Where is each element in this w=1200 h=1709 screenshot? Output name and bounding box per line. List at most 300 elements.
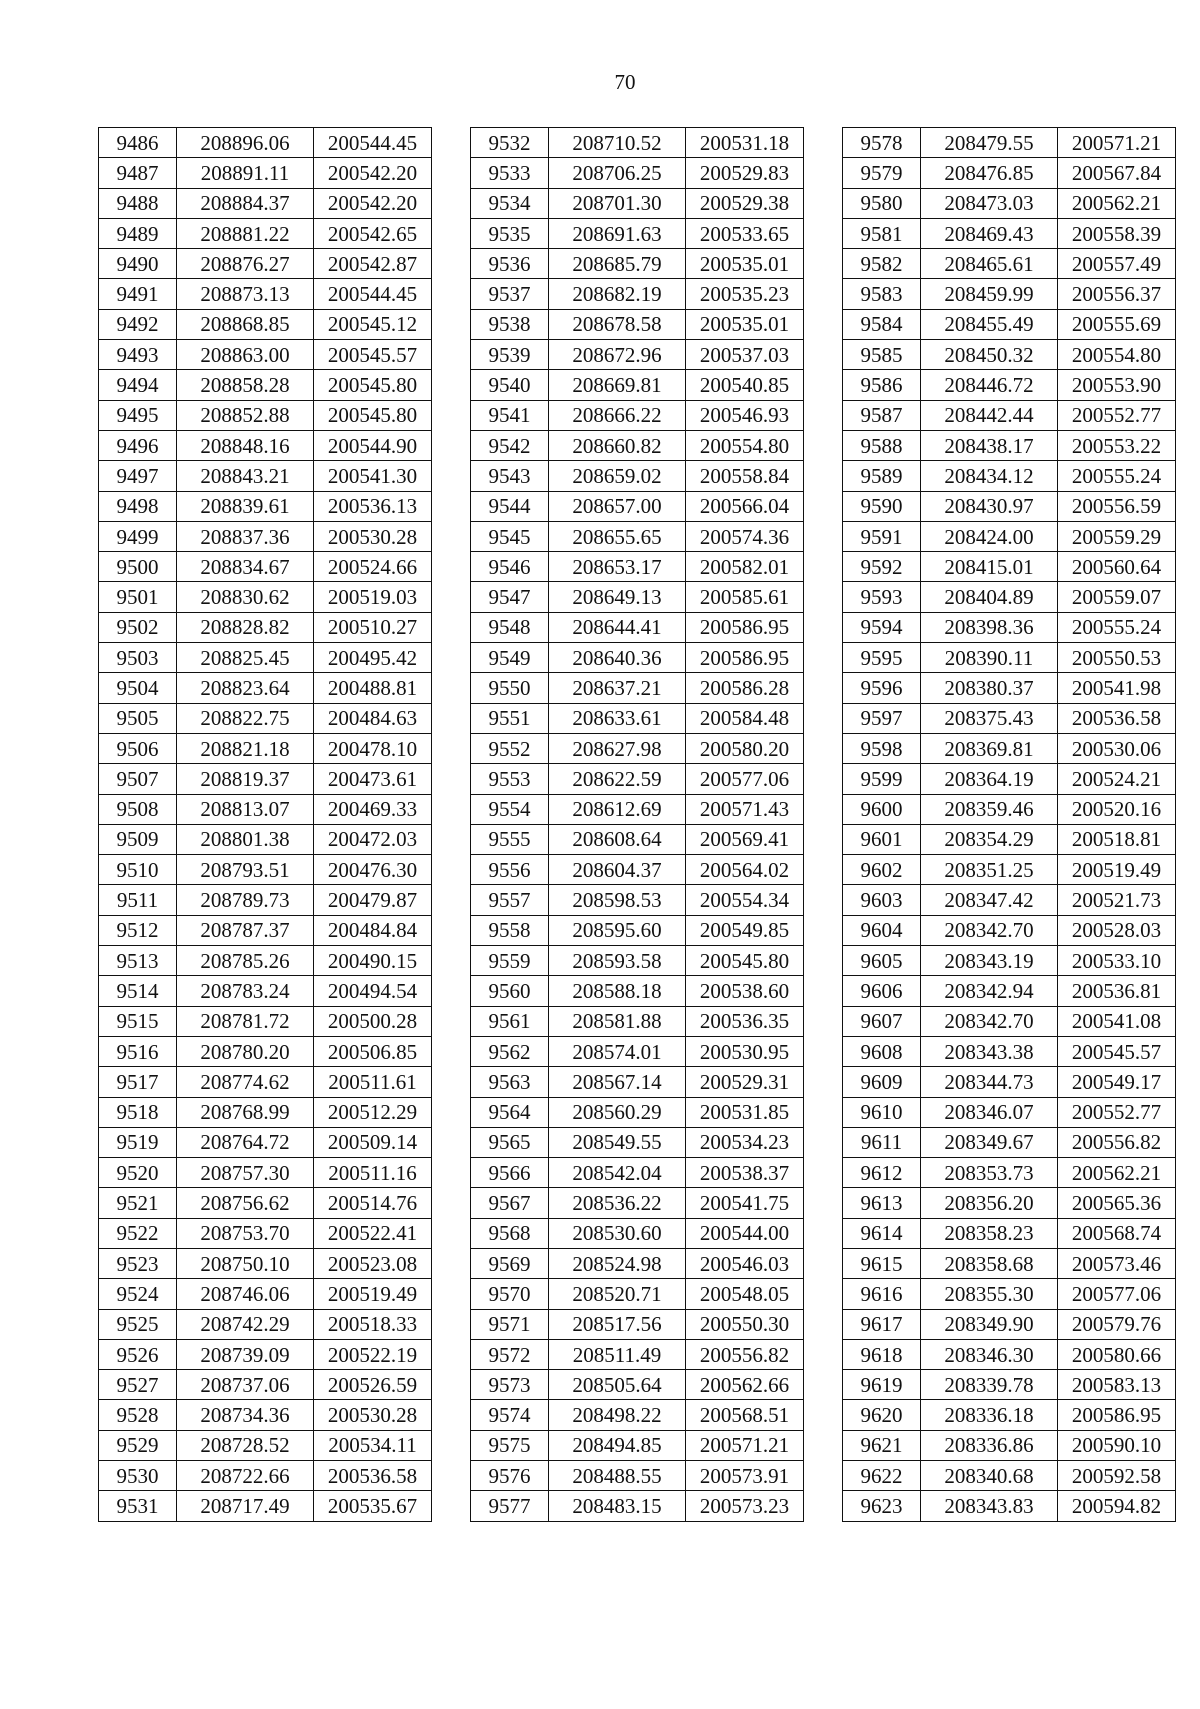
point-number-cell: 9611 <box>843 1127 921 1157</box>
y-coordinate-cell: 200514.76 <box>314 1188 432 1218</box>
y-coordinate-cell: 200568.51 <box>686 1400 804 1430</box>
y-coordinate-cell: 200535.23 <box>686 279 804 309</box>
table-row <box>843 491 1176 521</box>
y-coordinate-cell: 200484.63 <box>314 703 432 733</box>
table-row <box>471 340 804 370</box>
table-row <box>99 1158 432 1188</box>
y-coordinate-cell: 200542.20 <box>314 188 432 218</box>
y-coordinate-cell: 200562.21 <box>1058 1158 1176 1188</box>
y-coordinate-cell: 200506.85 <box>314 1036 432 1066</box>
x-coordinate-cell: 208884.37 <box>177 188 314 218</box>
table-row <box>99 552 432 582</box>
point-number-cell: 9508 <box>99 794 177 824</box>
x-coordinate-cell: 208774.62 <box>177 1067 314 1097</box>
point-number-cell: 9522 <box>99 1218 177 1248</box>
point-number-cell: 9579 <box>843 158 921 188</box>
point-number-cell: 9551 <box>471 703 549 733</box>
point-number-cell: 9542 <box>471 430 549 460</box>
table-row <box>471 1370 804 1400</box>
point-number-cell: 9512 <box>99 915 177 945</box>
x-coordinate-cell: 208881.22 <box>177 218 314 248</box>
point-number-cell: 9600 <box>843 794 921 824</box>
table-row <box>99 309 432 339</box>
x-coordinate-cell: 208746.06 <box>177 1279 314 1309</box>
x-coordinate-cell: 208359.46 <box>921 794 1058 824</box>
x-coordinate-cell: 208446.72 <box>921 370 1058 400</box>
table-row <box>99 1430 432 1460</box>
y-coordinate-cell: 200538.37 <box>686 1158 804 1188</box>
y-coordinate-cell: 200534.23 <box>686 1127 804 1157</box>
x-coordinate-cell: 208768.99 <box>177 1097 314 1127</box>
table-row <box>843 1218 1176 1248</box>
table-row <box>843 824 1176 854</box>
table-row <box>99 430 432 460</box>
x-coordinate-cell: 208737.06 <box>177 1370 314 1400</box>
point-number-cell: 9605 <box>843 946 921 976</box>
point-number-cell: 9519 <box>99 1127 177 1157</box>
point-number-cell: 9587 <box>843 400 921 430</box>
y-coordinate-cell: 200579.76 <box>1058 1309 1176 1339</box>
y-coordinate-cell: 200548.05 <box>686 1279 804 1309</box>
table-row <box>99 188 432 218</box>
y-coordinate-cell: 200524.66 <box>314 552 432 582</box>
table-row <box>99 249 432 279</box>
point-number-cell: 9575 <box>471 1430 549 1460</box>
table-row <box>843 188 1176 218</box>
x-coordinate-cell: 208781.72 <box>177 1006 314 1036</box>
table-row <box>99 1218 432 1248</box>
y-coordinate-cell: 200580.66 <box>1058 1339 1176 1369</box>
y-coordinate-cell: 200545.80 <box>314 370 432 400</box>
y-coordinate-cell: 200530.28 <box>314 521 432 551</box>
x-coordinate-cell: 208442.44 <box>921 400 1058 430</box>
x-coordinate-cell: 208473.03 <box>921 188 1058 218</box>
table-row <box>99 400 432 430</box>
table-row <box>471 1067 804 1097</box>
point-number-cell: 9554 <box>471 794 549 824</box>
x-coordinate-cell: 208801.38 <box>177 824 314 854</box>
y-coordinate-cell: 200552.77 <box>1058 400 1176 430</box>
point-number-cell: 9616 <box>843 1279 921 1309</box>
table-row <box>99 794 432 824</box>
y-coordinate-cell: 200536.13 <box>314 491 432 521</box>
x-coordinate-cell: 208852.88 <box>177 400 314 430</box>
x-coordinate-cell: 208465.61 <box>921 249 1058 279</box>
x-coordinate-cell: 208876.27 <box>177 249 314 279</box>
table-row <box>843 1339 1176 1369</box>
point-number-cell: 9500 <box>99 552 177 582</box>
y-coordinate-cell: 200552.77 <box>1058 1097 1176 1127</box>
point-number-cell: 9585 <box>843 340 921 370</box>
point-number-cell: 9589 <box>843 461 921 491</box>
table-row <box>843 1097 1176 1127</box>
table-row <box>471 128 804 158</box>
point-number-cell: 9582 <box>843 249 921 279</box>
x-coordinate-cell: 208644.41 <box>549 612 686 642</box>
table-row <box>471 1006 804 1036</box>
y-coordinate-cell: 200531.85 <box>686 1097 804 1127</box>
y-coordinate-cell: 200544.45 <box>314 279 432 309</box>
point-number-cell: 9531 <box>99 1491 177 1521</box>
y-coordinate-cell: 200553.90 <box>1058 370 1176 400</box>
y-coordinate-cell: 200583.13 <box>1058 1370 1176 1400</box>
point-number-cell: 9526 <box>99 1339 177 1369</box>
y-coordinate-cell: 200534.11 <box>314 1430 432 1460</box>
x-coordinate-cell: 208785.26 <box>177 946 314 976</box>
y-coordinate-cell: 200535.01 <box>686 309 804 339</box>
table-row <box>99 885 432 915</box>
table-row <box>843 340 1176 370</box>
y-coordinate-cell: 200476.30 <box>314 855 432 885</box>
point-number-cell: 9559 <box>471 946 549 976</box>
point-number-cell: 9535 <box>471 218 549 248</box>
table-row <box>843 582 1176 612</box>
coordinate-table-1 <box>98 127 432 1522</box>
point-number-cell: 9533 <box>471 158 549 188</box>
y-coordinate-cell: 200536.58 <box>314 1461 432 1491</box>
x-coordinate-cell: 208858.28 <box>177 370 314 400</box>
point-number-cell: 9498 <box>99 491 177 521</box>
y-coordinate-cell: 200594.82 <box>1058 1491 1176 1521</box>
y-coordinate-cell: 200541.30 <box>314 461 432 491</box>
table-row <box>99 612 432 642</box>
x-coordinate-cell: 208757.30 <box>177 1158 314 1188</box>
y-coordinate-cell: 200550.30 <box>686 1309 804 1339</box>
x-coordinate-cell: 208822.75 <box>177 703 314 733</box>
x-coordinate-cell: 208657.00 <box>549 491 686 521</box>
table-row <box>843 1400 1176 1430</box>
point-number-cell: 9523 <box>99 1248 177 1278</box>
y-coordinate-cell: 200568.74 <box>1058 1218 1176 1248</box>
point-number-cell: 9588 <box>843 430 921 460</box>
x-coordinate-cell: 208660.82 <box>549 430 686 460</box>
y-coordinate-cell: 200529.83 <box>686 158 804 188</box>
x-coordinate-cell: 208574.01 <box>549 1036 686 1066</box>
y-coordinate-cell: 200519.49 <box>1058 855 1176 885</box>
table-row <box>843 218 1176 248</box>
point-number-cell: 9557 <box>471 885 549 915</box>
point-number-cell: 9609 <box>843 1067 921 1097</box>
table-row <box>471 824 804 854</box>
point-number-cell: 9545 <box>471 521 549 551</box>
table-row <box>471 764 804 794</box>
x-coordinate-cell: 208343.83 <box>921 1491 1058 1521</box>
x-coordinate-cell: 208469.43 <box>921 218 1058 248</box>
point-number-cell: 9507 <box>99 764 177 794</box>
table-row <box>471 915 804 945</box>
y-coordinate-cell: 200535.01 <box>686 249 804 279</box>
x-coordinate-cell: 208343.19 <box>921 946 1058 976</box>
y-coordinate-cell: 200577.06 <box>686 764 804 794</box>
point-number-cell: 9586 <box>843 370 921 400</box>
x-coordinate-cell: 208753.70 <box>177 1218 314 1248</box>
table-row <box>99 158 432 188</box>
y-coordinate-cell: 200526.59 <box>314 1370 432 1400</box>
x-coordinate-cell: 208511.49 <box>549 1339 686 1369</box>
x-coordinate-cell: 208742.29 <box>177 1309 314 1339</box>
table-row <box>471 1339 804 1369</box>
x-coordinate-cell: 208701.30 <box>549 188 686 218</box>
y-coordinate-cell: 200537.03 <box>686 340 804 370</box>
y-coordinate-cell: 200582.01 <box>686 552 804 582</box>
y-coordinate-cell: 200511.16 <box>314 1158 432 1188</box>
table-row <box>99 733 432 763</box>
y-coordinate-cell: 200536.35 <box>686 1006 804 1036</box>
x-coordinate-cell: 208404.89 <box>921 582 1058 612</box>
x-coordinate-cell: 208342.70 <box>921 1006 1058 1036</box>
x-coordinate-cell: 208828.82 <box>177 612 314 642</box>
table-row <box>843 249 1176 279</box>
table-row <box>99 1461 432 1491</box>
x-coordinate-cell: 208390.11 <box>921 643 1058 673</box>
table-row <box>99 1067 432 1097</box>
x-coordinate-cell: 208505.64 <box>549 1370 686 1400</box>
x-coordinate-cell: 208637.21 <box>549 673 686 703</box>
y-coordinate-cell: 200559.29 <box>1058 521 1176 551</box>
x-coordinate-cell: 208710.52 <box>549 128 686 158</box>
table-row <box>99 643 432 673</box>
table-row <box>843 733 1176 763</box>
table-row <box>99 673 432 703</box>
table-row <box>99 1279 432 1309</box>
y-coordinate-cell: 200592.58 <box>1058 1461 1176 1491</box>
y-coordinate-cell: 200490.15 <box>314 946 432 976</box>
y-coordinate-cell: 200529.38 <box>686 188 804 218</box>
table-row <box>843 309 1176 339</box>
table-row <box>471 430 804 460</box>
x-coordinate-cell: 208346.30 <box>921 1339 1058 1369</box>
table-row <box>471 1218 804 1248</box>
point-number-cell: 9502 <box>99 612 177 642</box>
point-number-cell: 9553 <box>471 764 549 794</box>
x-coordinate-cell: 208560.29 <box>549 1097 686 1127</box>
x-coordinate-cell: 208593.58 <box>549 946 686 976</box>
x-coordinate-cell: 208750.10 <box>177 1248 314 1278</box>
point-number-cell: 9489 <box>99 218 177 248</box>
x-coordinate-cell: 208848.16 <box>177 430 314 460</box>
coordinate-table-2 <box>470 127 804 1522</box>
table-row <box>843 1158 1176 1188</box>
point-number-cell: 9504 <box>99 673 177 703</box>
table-row <box>471 188 804 218</box>
y-coordinate-cell: 200542.20 <box>314 158 432 188</box>
table-row <box>843 279 1176 309</box>
y-coordinate-cell: 200562.66 <box>686 1370 804 1400</box>
point-number-cell: 9601 <box>843 824 921 854</box>
table-row <box>843 1006 1176 1036</box>
point-number-cell: 9569 <box>471 1248 549 1278</box>
x-coordinate-cell: 208424.00 <box>921 521 1058 551</box>
y-coordinate-cell: 200586.28 <box>686 673 804 703</box>
x-coordinate-cell: 208666.22 <box>549 400 686 430</box>
table-row <box>99 976 432 1006</box>
y-coordinate-cell: 200571.21 <box>1058 128 1176 158</box>
x-coordinate-cell: 208783.24 <box>177 976 314 1006</box>
y-coordinate-cell: 200536.81 <box>1058 976 1176 1006</box>
table-row <box>99 1491 432 1521</box>
y-coordinate-cell: 200531.18 <box>686 128 804 158</box>
point-number-cell: 9577 <box>471 1491 549 1521</box>
table-row <box>843 673 1176 703</box>
point-number-cell: 9594 <box>843 612 921 642</box>
y-coordinate-cell: 200522.19 <box>314 1339 432 1369</box>
x-coordinate-cell: 208342.70 <box>921 915 1058 945</box>
point-number-cell: 9524 <box>99 1279 177 1309</box>
x-coordinate-cell: 208380.37 <box>921 673 1058 703</box>
x-coordinate-cell: 208450.32 <box>921 340 1058 370</box>
x-coordinate-cell: 208717.49 <box>177 1491 314 1521</box>
y-coordinate-cell: 200484.84 <box>314 915 432 945</box>
table-row <box>471 1097 804 1127</box>
y-coordinate-cell: 200567.84 <box>1058 158 1176 188</box>
x-coordinate-cell: 208351.25 <box>921 855 1058 885</box>
x-coordinate-cell: 208336.18 <box>921 1400 1058 1430</box>
y-coordinate-cell: 200573.23 <box>686 1491 804 1521</box>
point-number-cell: 9580 <box>843 188 921 218</box>
point-number-cell: 9561 <box>471 1006 549 1036</box>
point-number-cell: 9541 <box>471 400 549 430</box>
x-coordinate-cell: 208524.98 <box>549 1248 686 1278</box>
table-row <box>99 855 432 885</box>
x-coordinate-cell: 208353.73 <box>921 1158 1058 1188</box>
x-coordinate-cell: 208369.81 <box>921 733 1058 763</box>
y-coordinate-cell: 200545.12 <box>314 309 432 339</box>
y-coordinate-cell: 200469.33 <box>314 794 432 824</box>
x-coordinate-cell: 208756.62 <box>177 1188 314 1218</box>
table-row <box>99 1400 432 1430</box>
y-coordinate-cell: 200495.42 <box>314 643 432 673</box>
y-coordinate-cell: 200546.03 <box>686 1248 804 1278</box>
y-coordinate-cell: 200558.39 <box>1058 218 1176 248</box>
y-coordinate-cell: 200519.03 <box>314 582 432 612</box>
table-row <box>471 794 804 824</box>
y-coordinate-cell: 200564.02 <box>686 855 804 885</box>
point-number-cell: 9567 <box>471 1188 549 1218</box>
x-coordinate-cell: 208682.19 <box>549 279 686 309</box>
table-row <box>843 461 1176 491</box>
x-coordinate-cell: 208830.62 <box>177 582 314 612</box>
table-row <box>99 279 432 309</box>
point-number-cell: 9564 <box>471 1097 549 1127</box>
point-number-cell: 9491 <box>99 279 177 309</box>
table-row <box>471 1309 804 1339</box>
x-coordinate-cell: 208825.45 <box>177 643 314 673</box>
y-coordinate-cell: 200590.10 <box>1058 1430 1176 1460</box>
table-row <box>843 643 1176 673</box>
x-coordinate-cell: 208868.85 <box>177 309 314 339</box>
point-number-cell: 9538 <box>471 309 549 339</box>
y-coordinate-cell: 200569.41 <box>686 824 804 854</box>
y-coordinate-cell: 200559.07 <box>1058 582 1176 612</box>
y-coordinate-cell: 200549.17 <box>1058 1067 1176 1097</box>
point-number-cell: 9530 <box>99 1461 177 1491</box>
x-coordinate-cell: 208819.37 <box>177 764 314 794</box>
y-coordinate-cell: 200478.10 <box>314 733 432 763</box>
y-coordinate-cell: 200533.65 <box>686 218 804 248</box>
table-row <box>471 370 804 400</box>
y-coordinate-cell: 200541.75 <box>686 1188 804 1218</box>
x-coordinate-cell: 208633.61 <box>549 703 686 733</box>
point-number-cell: 9576 <box>471 1461 549 1491</box>
point-number-cell: 9532 <box>471 128 549 158</box>
table-row <box>99 1370 432 1400</box>
x-coordinate-cell: 208356.20 <box>921 1188 1058 1218</box>
table-row <box>471 461 804 491</box>
point-number-cell: 9534 <box>471 188 549 218</box>
y-coordinate-cell: 200544.00 <box>686 1218 804 1248</box>
table-row <box>843 430 1176 460</box>
table-row <box>843 1430 1176 1460</box>
y-coordinate-cell: 200580.20 <box>686 733 804 763</box>
point-number-cell: 9501 <box>99 582 177 612</box>
table-row <box>843 158 1176 188</box>
table-row <box>471 1158 804 1188</box>
table-row <box>471 673 804 703</box>
y-coordinate-cell: 200510.27 <box>314 612 432 642</box>
x-coordinate-cell: 208595.60 <box>549 915 686 945</box>
x-coordinate-cell: 208498.22 <box>549 1400 686 1430</box>
point-number-cell: 9621 <box>843 1430 921 1460</box>
table-row <box>99 582 432 612</box>
point-number-cell: 9571 <box>471 1309 549 1339</box>
point-number-cell: 9613 <box>843 1188 921 1218</box>
x-coordinate-cell: 208659.02 <box>549 461 686 491</box>
table-row <box>99 1127 432 1157</box>
point-number-cell: 9595 <box>843 643 921 673</box>
y-coordinate-cell: 200555.69 <box>1058 309 1176 339</box>
x-coordinate-cell: 208542.04 <box>549 1158 686 1188</box>
point-number-cell: 9572 <box>471 1339 549 1369</box>
table-row <box>471 582 804 612</box>
y-coordinate-cell: 200540.85 <box>686 370 804 400</box>
x-coordinate-cell: 208588.18 <box>549 976 686 1006</box>
point-number-cell: 9578 <box>843 128 921 158</box>
y-coordinate-cell: 200542.65 <box>314 218 432 248</box>
x-coordinate-cell: 208653.17 <box>549 552 686 582</box>
table-row <box>471 1127 804 1157</box>
y-coordinate-cell: 200519.49 <box>314 1279 432 1309</box>
table-row <box>843 1309 1176 1339</box>
x-coordinate-cell: 208821.18 <box>177 733 314 763</box>
table-row <box>843 794 1176 824</box>
point-number-cell: 9566 <box>471 1158 549 1188</box>
y-coordinate-cell: 200555.24 <box>1058 461 1176 491</box>
point-number-cell: 9590 <box>843 491 921 521</box>
point-number-cell: 9517 <box>99 1067 177 1097</box>
x-coordinate-cell: 208608.64 <box>549 824 686 854</box>
x-coordinate-cell: 208339.78 <box>921 1370 1058 1400</box>
table-row <box>843 1491 1176 1521</box>
x-coordinate-cell: 208734.36 <box>177 1400 314 1430</box>
table-row <box>471 1036 804 1066</box>
point-number-cell: 9550 <box>471 673 549 703</box>
x-coordinate-cell: 208863.00 <box>177 340 314 370</box>
x-coordinate-cell: 208739.09 <box>177 1339 314 1369</box>
y-coordinate-cell: 200530.06 <box>1058 733 1176 763</box>
y-coordinate-cell: 200538.60 <box>686 976 804 1006</box>
x-coordinate-cell: 208672.96 <box>549 340 686 370</box>
table-row <box>471 309 804 339</box>
x-coordinate-cell: 208837.36 <box>177 521 314 551</box>
point-number-cell: 9599 <box>843 764 921 794</box>
point-number-cell: 9573 <box>471 1370 549 1400</box>
point-number-cell: 9596 <box>843 673 921 703</box>
table-row <box>843 1127 1176 1157</box>
y-coordinate-cell: 200556.82 <box>1058 1127 1176 1157</box>
x-coordinate-cell: 208655.65 <box>549 521 686 551</box>
x-coordinate-cell: 208567.14 <box>549 1067 686 1097</box>
point-number-cell: 9560 <box>471 976 549 1006</box>
